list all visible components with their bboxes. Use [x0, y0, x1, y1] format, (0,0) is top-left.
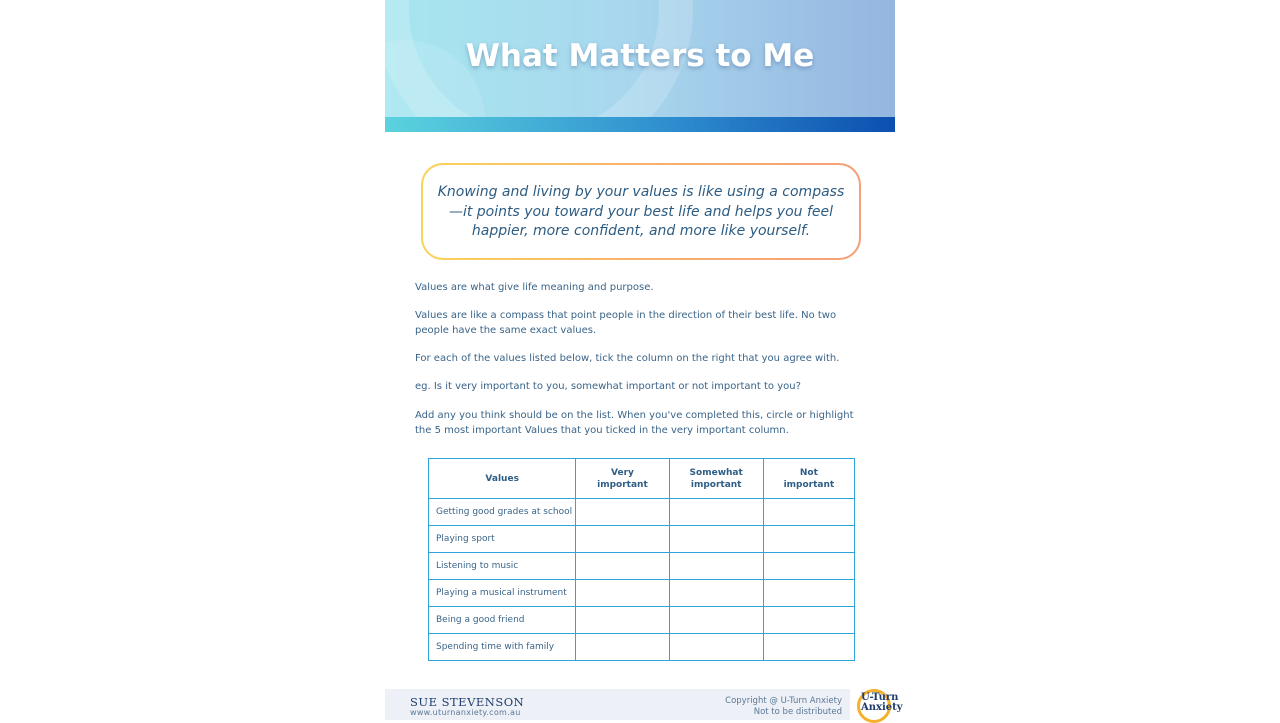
paragraph-intro: Values are what give life meaning and purpose. — [415, 282, 654, 293]
uturn-anxiety-logo — [855, 689, 903, 720]
value-label: Spending time with family — [429, 634, 576, 661]
value-label: Playing a musical instrument — [429, 580, 576, 607]
tick-cell-somewhat-important[interactable] — [669, 499, 763, 526]
header-very-important: Very important — [576, 459, 669, 499]
paragraph-example: eg. Is it very important to you, somewhat important or not important to you? — [415, 381, 801, 392]
values-table — [428, 458, 855, 661]
author-name: SUE STEVENSON — [410, 695, 525, 709]
tick-cell-not-important[interactable] — [763, 634, 854, 661]
tick-cell-somewhat-important[interactable] — [669, 553, 763, 580]
tick-cell-very-important[interactable] — [576, 499, 669, 526]
value-label: Listening to music — [429, 553, 576, 580]
tick-cell-not-important[interactable] — [763, 607, 854, 634]
paragraph-instructions: For each of the values listed below, tick the column on the right that you agree with. — [415, 353, 840, 364]
tick-cell-somewhat-important[interactable] — [669, 580, 763, 607]
header-somewhat-important: Somewhat important — [669, 459, 763, 499]
tick-cell-not-important[interactable] — [763, 526, 854, 553]
table-header-row — [429, 459, 855, 499]
tick-cell-somewhat-important[interactable] — [669, 634, 763, 661]
value-label: Being a good friend — [429, 607, 576, 634]
quote-line-2: —it points you toward your best life and helps you feel — [448, 203, 834, 220]
value-label: Getting good grades at school — [429, 499, 576, 526]
worksheet-page — [385, 0, 903, 720]
tick-cell-somewhat-important[interactable] — [669, 607, 763, 634]
header-not-important: Not important — [763, 459, 854, 499]
tick-cell-not-important[interactable] — [763, 580, 854, 607]
tick-cell-not-important[interactable] — [763, 499, 854, 526]
table-row — [429, 526, 855, 553]
tick-cell-very-important[interactable] — [576, 526, 669, 553]
distribution-notice: Not to be distributed — [753, 707, 842, 717]
copyright-notice — [725, 696, 842, 718]
value-label: Playing sport — [429, 526, 576, 553]
logo-text: U-Turn Anxiety — [861, 692, 903, 713]
paragraph-add-values: Add any you think should be on the list. When you've completed this, circle or highlight the 5 most important Values that you ticked in the very important column. — [415, 410, 854, 436]
table-row — [429, 580, 855, 607]
table-row — [429, 607, 855, 634]
quote-line-3: happier, more confident, and more like yourself. — [471, 223, 811, 239]
banner-accent-bar — [385, 117, 895, 132]
copyright-text: Copyright @ U-Turn Anxiety — [725, 696, 842, 706]
tick-cell-very-important[interactable] — [576, 580, 669, 607]
page-footer — [385, 689, 850, 720]
tick-cell-very-important[interactable] — [576, 553, 669, 580]
table-row — [429, 634, 855, 661]
page-title: What Matters to Me — [465, 38, 815, 74]
tick-cell-not-important[interactable] — [763, 553, 854, 580]
tick-cell-very-important[interactable] — [576, 634, 669, 661]
website-link[interactable]: www.uturnanxiety.com.au — [410, 708, 521, 717]
quote-box — [421, 163, 861, 260]
quote-line-1: Knowing and living by your values is like using a compass — [437, 184, 845, 200]
tick-cell-very-important[interactable] — [576, 607, 669, 634]
table-row — [429, 499, 855, 526]
tick-cell-somewhat-important[interactable] — [669, 526, 763, 553]
quote-text — [431, 183, 851, 242]
title-banner — [385, 0, 895, 117]
table-row — [429, 553, 855, 580]
header-values: Values — [429, 459, 576, 499]
paragraph-compass: Values are like a compass that point people in the direction of their best life. No two people have the same exact values. — [415, 310, 837, 336]
